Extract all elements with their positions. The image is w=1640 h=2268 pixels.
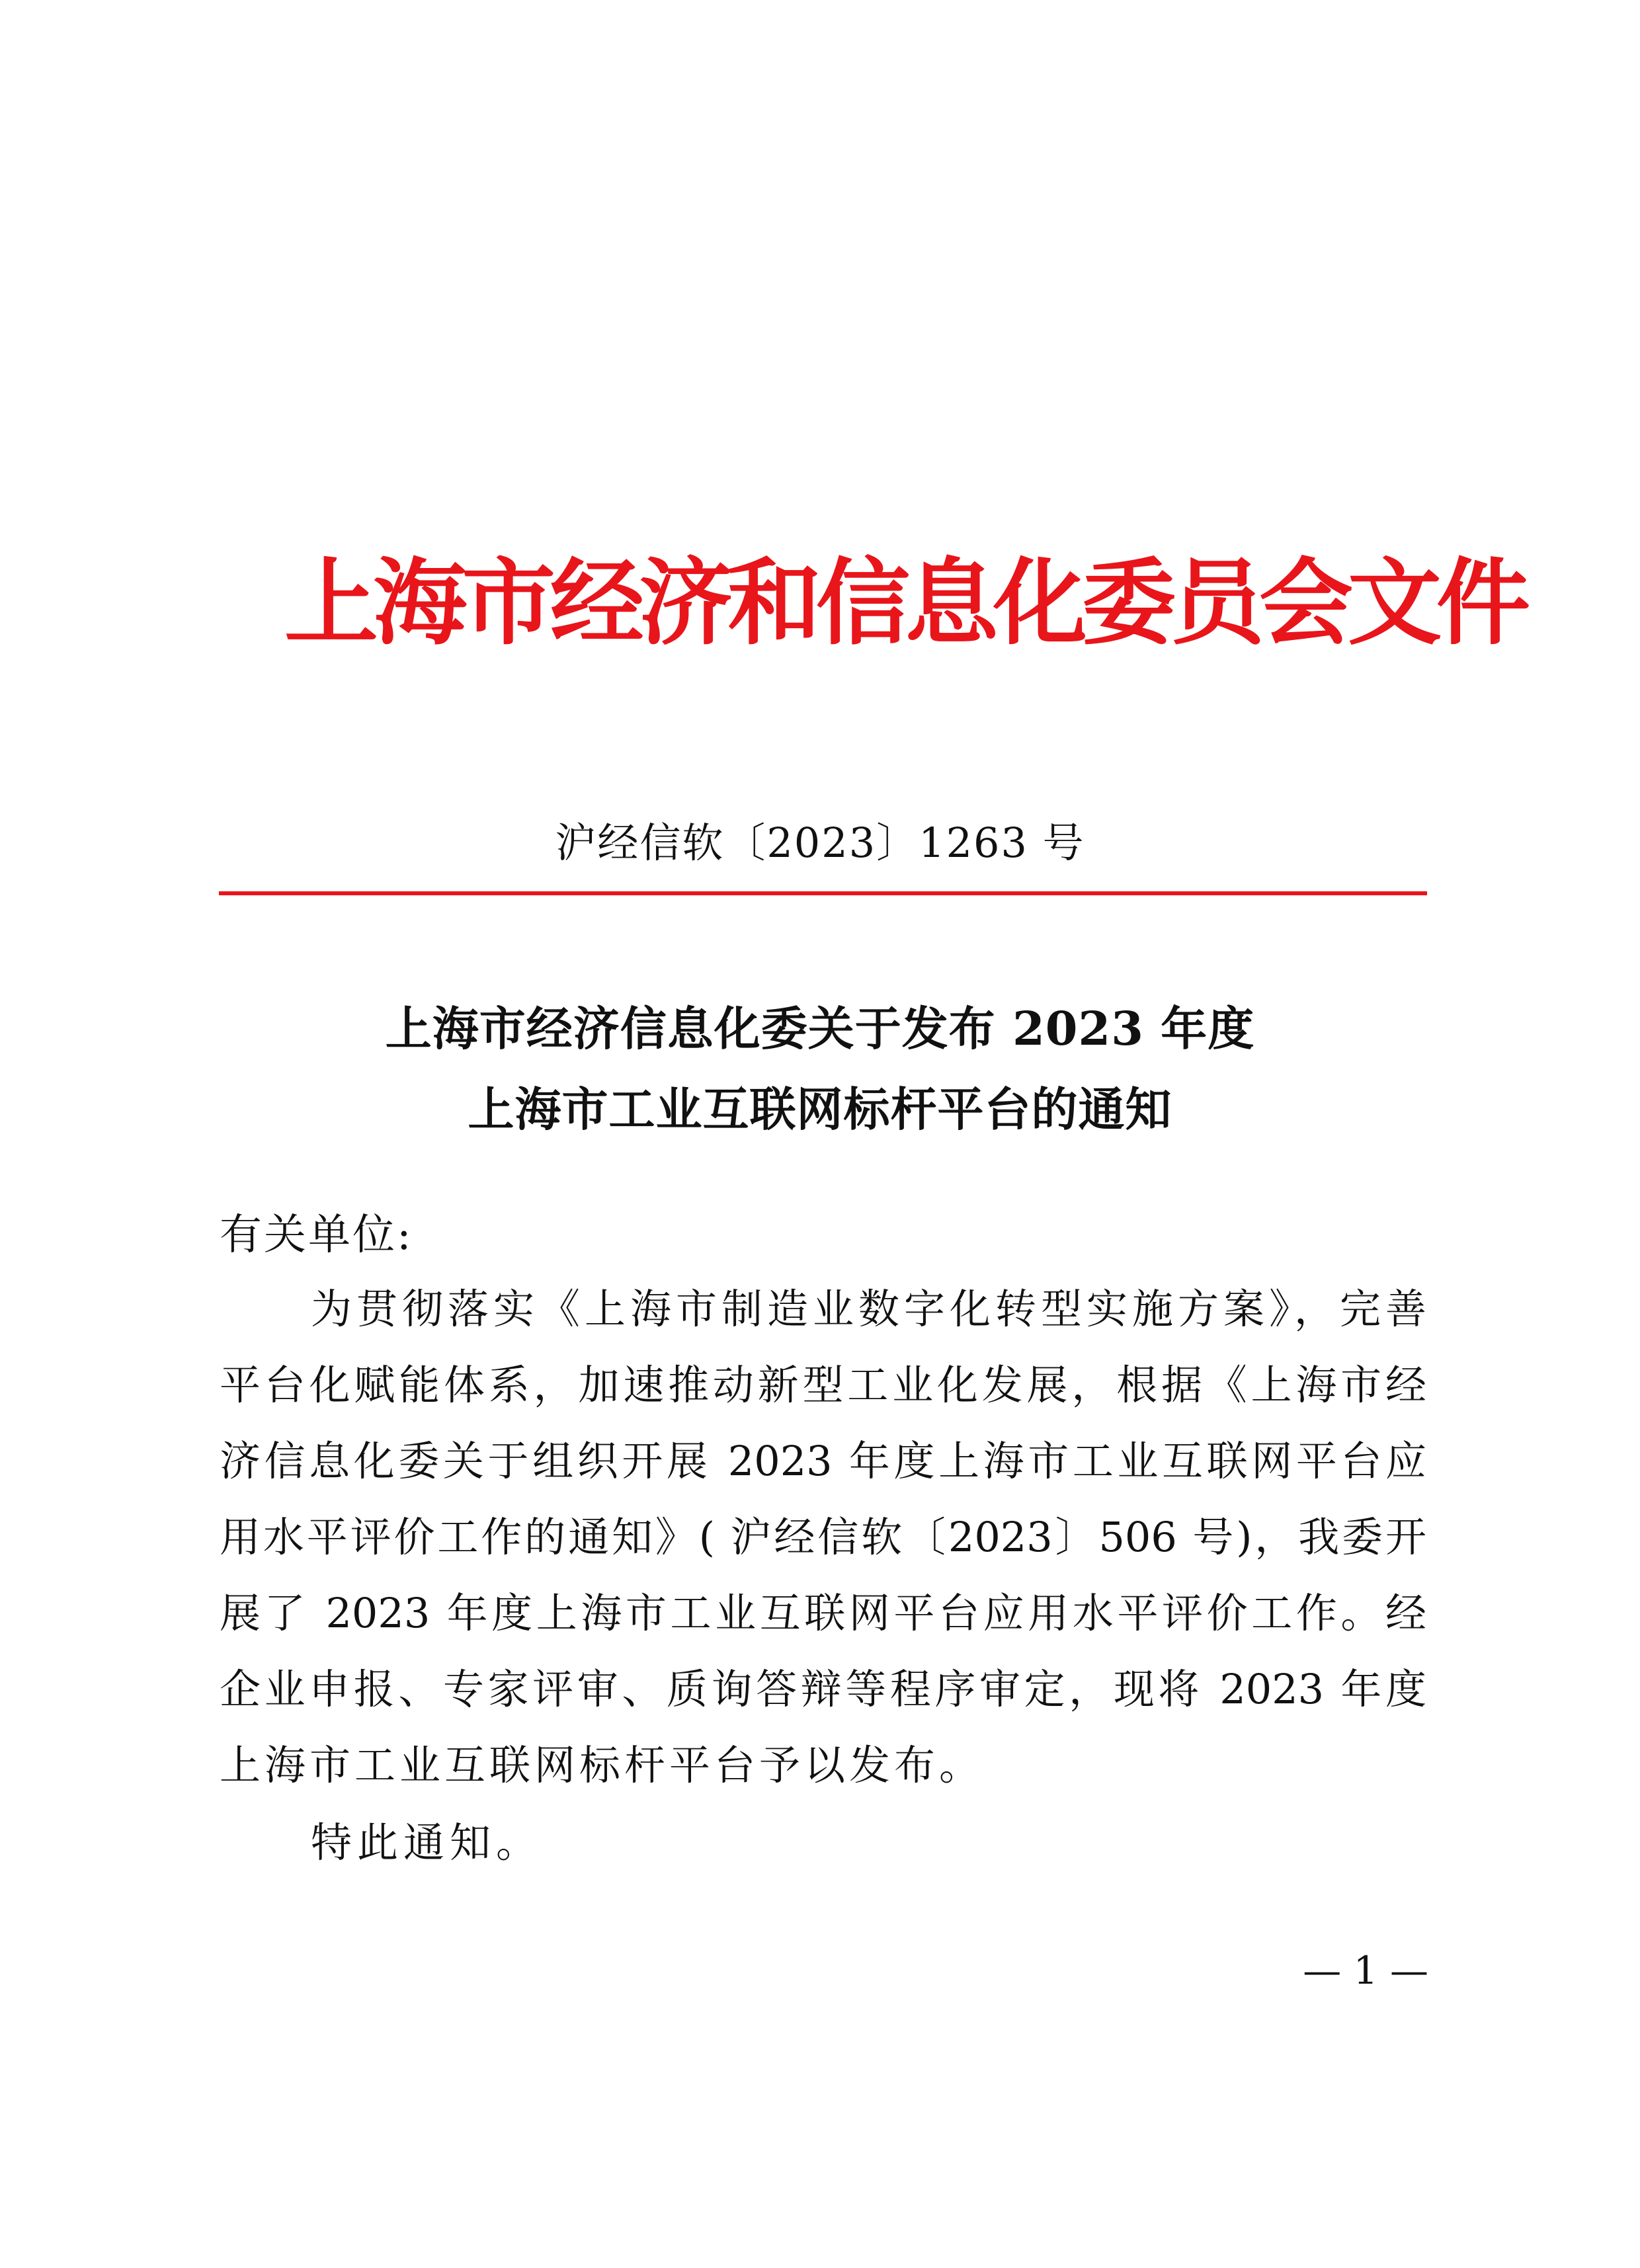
body-line-2: 平台化赋能体系，加速推动新型工业化发展，根据《上海市经	[220, 1361, 1426, 1409]
notice-title-line-2: 上海市工业互联网标杆平台的通知	[468, 1082, 1172, 1137]
body-line-5: 展了 2023 年度上海市工业互联网平台应用水平评价工作。经	[220, 1589, 1426, 1637]
issuer-title: 上海市经济和信息化委员会文件	[284, 548, 1525, 658]
document-number: 沪经信软〔2023〕1263 号	[555, 819, 1085, 867]
closing-text: 特此通知。	[311, 1818, 543, 1867]
body-line-6: 企业申报、专家评审、质询答辩等程序审定，现将 2023 年度	[220, 1665, 1426, 1713]
body-line-7: 上海市工业互联网标杆平台予以发布。	[220, 1741, 985, 1789]
salutation: 有关单位:	[220, 1211, 413, 1260]
notice-title-line-1: 上海市经济信息化委关于发布 2023 年度	[385, 1001, 1255, 1056]
body-line-1: 为贯彻落实《上海市制造业数字化转型实施方案》，完善	[311, 1285, 1426, 1333]
body-line-3: 济信息化委关于组织开展 2023 年度上海市工业互联网平台应	[220, 1437, 1426, 1485]
body-line-4: 用水平评价工作的通知》( 沪经信软〔2023〕506 号)，我委开	[220, 1513, 1426, 1561]
red-divider-line	[219, 891, 1427, 895]
notice-title	[218, 989, 1422, 1150]
page-number: — 1 —	[1303, 1948, 1428, 1993]
